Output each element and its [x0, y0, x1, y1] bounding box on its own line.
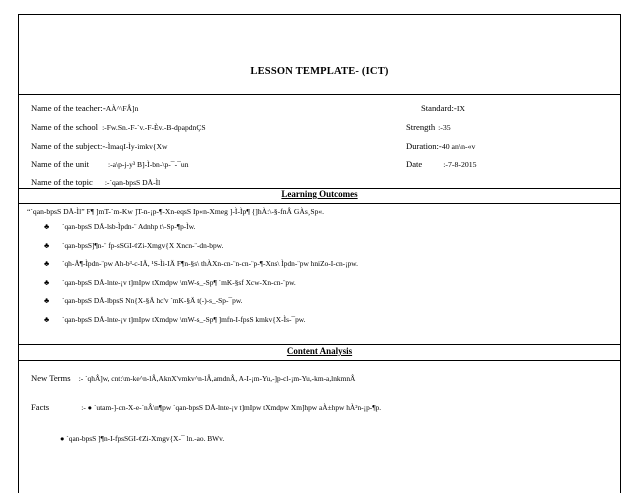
- divider: [18, 344, 621, 345]
- club-bullet-icon: ♣: [44, 222, 50, 231]
- facts-value-2: ● `qan-bpsS ]¶n-I-fpsSGI-¢Zi-Xmgv{X-¯ ln.-ao. BWv.: [60, 434, 225, 443]
- club-bullet-icon: ♣: [44, 277, 50, 287]
- list-item-text: `qan-bpsS DÅ-lnte-¡v t]mIpw tXmdpw \mW-s_-Sp¶ `mK-§sf Xcw-Xn-cn-¨pw.: [62, 277, 296, 287]
- standard-row: [421, 103, 465, 113]
- new-terms-row: [31, 373, 355, 383]
- duration-row: [406, 141, 475, 151]
- divider: [18, 203, 621, 204]
- strength-value: :-35: [438, 123, 451, 132]
- list-item-text: `qan-bpsS DÅ-lsb-Ìpdn-¨ Adnhp t\-Sp-¶p-Ìw.: [62, 222, 196, 231]
- facts-row-2: [60, 433, 224, 443]
- unit-label: Name of the unit: [31, 159, 89, 169]
- teacher-value: AÀ^\FÂ]n: [105, 104, 139, 113]
- learning-outcomes-heading: Learning Outcomes: [281, 189, 358, 199]
- teacher-label: Name of the teacher:-: [31, 103, 106, 113]
- content-analysis-heading: Content Analysis: [286, 346, 353, 356]
- subject-row: [31, 141, 168, 151]
- date-row: [406, 159, 477, 169]
- topic-value: :-`qan-bpsS DÅ-Ìl: [104, 178, 161, 187]
- duration-value: 40 an\n-«v: [441, 142, 476, 151]
- page-title: LESSON TEMPLATE- (ICT): [250, 66, 389, 77]
- outcomes-intro: “`qan-bpsS DÅ-Ìl” F¶ ]mT-`m-Kw ]T-n-¡p-¶-Xn-eqsS Ip«n-Xmeg ]-Ì-Ìp¶ {]hÀ:\-§-fnÂ GÀs¸Sp«.: [27, 207, 325, 216]
- list-item: [44, 278, 358, 297]
- strength-row: [406, 122, 451, 132]
- list-item: [44, 315, 358, 334]
- school-row: [31, 122, 206, 132]
- list-item: [44, 259, 358, 278]
- list-item: [44, 222, 358, 241]
- club-bullet-icon: ♣: [44, 314, 50, 324]
- list-item-text: `qan-bpsS]¶n-¨ fp-sSGI-¢Zi-Xmgv{X Xncn-¨-dn-bpw.: [62, 240, 224, 250]
- new-terms-value: :- `qhÂ]w, cnt:\m-ke^n-lÂ,AknX'vmkv^n-lÂ,amdnÂ, A-I-¡m-Yu,-]p-cl-¡m-Yu,-km-a,lnkmnÂ: [78, 374, 356, 383]
- list-item-text: `qan-bpsS DÅ-lbpsS Nn{X-§Ä hc'v `mK-§Ä t(-)-s_-Sp-¯pw.: [62, 296, 243, 306]
- teacher-row: [31, 103, 138, 113]
- school-value: :-Fw.Sn.-F-`v.-F-Èv.-B-dpapdnÇS: [102, 123, 206, 132]
- divider: [18, 94, 621, 95]
- club-bullet-icon: ♣: [44, 259, 50, 269]
- topic-row: [31, 177, 160, 187]
- divider: [18, 360, 621, 361]
- club-bullet-icon: ♣: [44, 296, 50, 306]
- list-item: [44, 296, 358, 315]
- facts-row: [31, 402, 381, 412]
- topic-label: Name of the topic: [31, 177, 93, 187]
- club-bullet-icon: ♣: [44, 240, 50, 250]
- date-label: Date: [406, 159, 423, 169]
- facts-value: :- ● `utam-]-cn-X-e-`nÂ\n¶pw `qan-bpsS DÅ-lnte-¡v t]mIpw tXmdpw Xm]hpw aÀ±hpw hÀ²n-¡p-¶p.: [81, 403, 382, 412]
- new-terms-label: New Terms: [31, 373, 71, 383]
- strength-label: Strength: [406, 122, 436, 132]
- standard-label: Standard:-: [421, 103, 457, 113]
- list-item-text: `qh-Ä¶-Ìpdn-¨pw Ah-b³-c-IÄ, ¹S-Ìi-IÄ F¶n-§s\ thÀXn-cn-¨n-cn-¨p-¶-Xns\ Ìpdn-¨pw hniZo-I-cn-¡pw.: [62, 259, 358, 269]
- unit-value: :-a\p-j-y³ B]-Ì-bn-\p-¯-¯un: [108, 160, 189, 169]
- list-item: [44, 241, 358, 260]
- date-value: :-7-8-2015: [443, 160, 477, 169]
- school-label: Name of the school: [31, 122, 99, 132]
- outcomes-list: [44, 222, 358, 334]
- subject-value: -ÌmaqI-Ìy-imkv{Xw: [105, 142, 168, 151]
- unit-row: [31, 159, 189, 169]
- list-item-text: `qan-bpsS DÅ-lnte-¡v t]mIpw tXmdpw \mW-s_-Sp¶ ]mfn-I-fpsS kmkv{X-Ìs-¯pw.: [62, 314, 306, 324]
- duration-label: Duration:-: [406, 141, 442, 151]
- standard-value: IX: [456, 104, 466, 113]
- subject-label: Name of the subject:-: [31, 141, 106, 151]
- facts-label: Facts: [31, 402, 50, 412]
